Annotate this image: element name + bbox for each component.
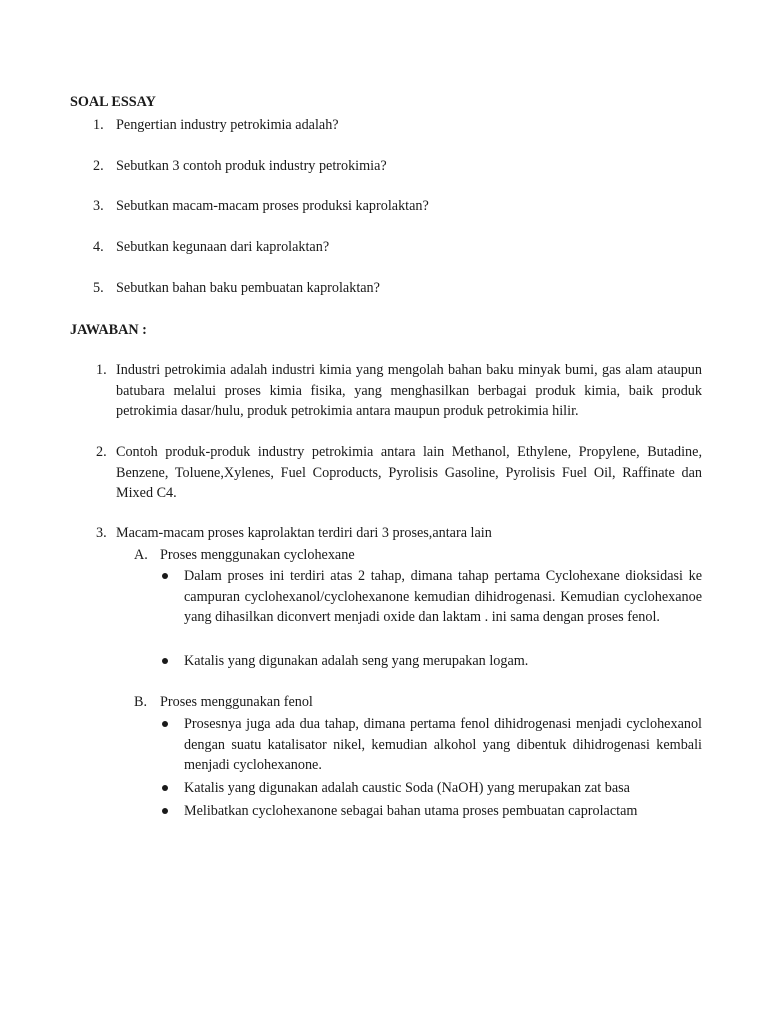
answer-item xyxy=(96,523,702,544)
answer-number: 1. xyxy=(96,362,107,378)
process-title: Proses menggunakan cyclohexane xyxy=(160,547,355,563)
bullet-text: Katalis yang digunakan adalah caustic Soda (NaOH) yang merupakan zat basa xyxy=(184,780,630,796)
bullet-icon xyxy=(162,658,168,664)
answer-text: Macam-macam proses kaprolaktan terdiri dari 3 proses,antara lain xyxy=(116,525,492,541)
question-text: Sebutkan macam-macam proses produksi kaprolaktan? xyxy=(116,198,429,214)
question-number: 4. xyxy=(93,239,104,255)
process-title: Proses menggunakan fenol xyxy=(160,694,313,710)
bullet-item xyxy=(160,566,702,628)
answer-item xyxy=(96,360,702,422)
bullet-item xyxy=(160,714,702,776)
jawaban-heading: JAWABAN : xyxy=(70,322,147,338)
process-b-heading xyxy=(134,692,702,713)
bullet-text: Prosesnya juga ada dua tahap, dimana pertama fenol dihidrogenasi menjadi cyclohexanol dengan suatu katalisator nikel, kemudian alkohol yang dibentuk dihidrogenasi kembali menjadi cyclohexanone. xyxy=(184,716,702,774)
bullet-item xyxy=(160,778,702,799)
question-text: Sebutkan 3 contoh produk industry petrokimia? xyxy=(116,158,387,174)
question-text: Sebutkan kegunaan dari kaprolaktan? xyxy=(116,239,330,255)
process-a-heading xyxy=(134,545,702,566)
answer-number: 2. xyxy=(96,444,107,460)
soal-essay-heading: SOAL ESSAY xyxy=(70,94,156,110)
answer-text: Contoh produk-produk industry petrokimia antara lain Methanol, Ethylene, Propylene, Butadine, Benzene, Toluene,Xylenes, Fuel Coproducts, Pyrolisis Gasoline, Pyrolisis Fuel Oil, Raffinate dan Mixed C4. xyxy=(116,444,702,502)
process-label: B. xyxy=(134,694,148,710)
bullet-icon xyxy=(162,785,168,791)
answer-text: Industri petrokimia adalah industri kimia yang mengolah bahan baku minyak bumi, gas alam ataupun batubara melalui proses kimia fisika, yang menghasilkan berbagai produk kimia, baik produk petrokimia dasar/hulu, produk petrokimia antara maupun produk petrokimia hilir. xyxy=(116,362,702,420)
answer-item xyxy=(96,442,702,504)
bullet-text: Katalis yang digunakan adalah seng yang merupakan logam. xyxy=(184,653,529,669)
question-number: 5. xyxy=(93,280,104,296)
bullet-text: Melibatkan cyclohexanone sebagai bahan utama proses pembuatan caprolactam xyxy=(184,803,638,819)
question-number: 1. xyxy=(93,117,104,133)
bullet-icon xyxy=(162,721,168,727)
bullet-item xyxy=(160,801,702,822)
question-number: 2. xyxy=(93,158,104,174)
process-label: A. xyxy=(134,547,148,563)
question-number: 3. xyxy=(93,198,104,214)
answer-number: 3. xyxy=(96,525,107,541)
bullet-icon xyxy=(162,808,168,814)
bullet-icon xyxy=(162,573,168,579)
question-text: Sebutkan bahan baku pembuatan kaprolaktan? xyxy=(116,280,380,296)
question-text: Pengertian industry petrokimia adalah? xyxy=(116,117,339,133)
bullet-item xyxy=(160,651,702,672)
bullet-text: Dalam proses ini terdiri atas 2 tahap, dimana tahap pertama Cyclohexane dioksidasi ke campuran cyclohexanol/cyclohexanone kemudian dihidrogenasi. Kemudian cyclohexanoe yang dihasilkan diconvert menjadi oxide dan laktam . ini sama dengan proses fenol. xyxy=(184,568,702,626)
